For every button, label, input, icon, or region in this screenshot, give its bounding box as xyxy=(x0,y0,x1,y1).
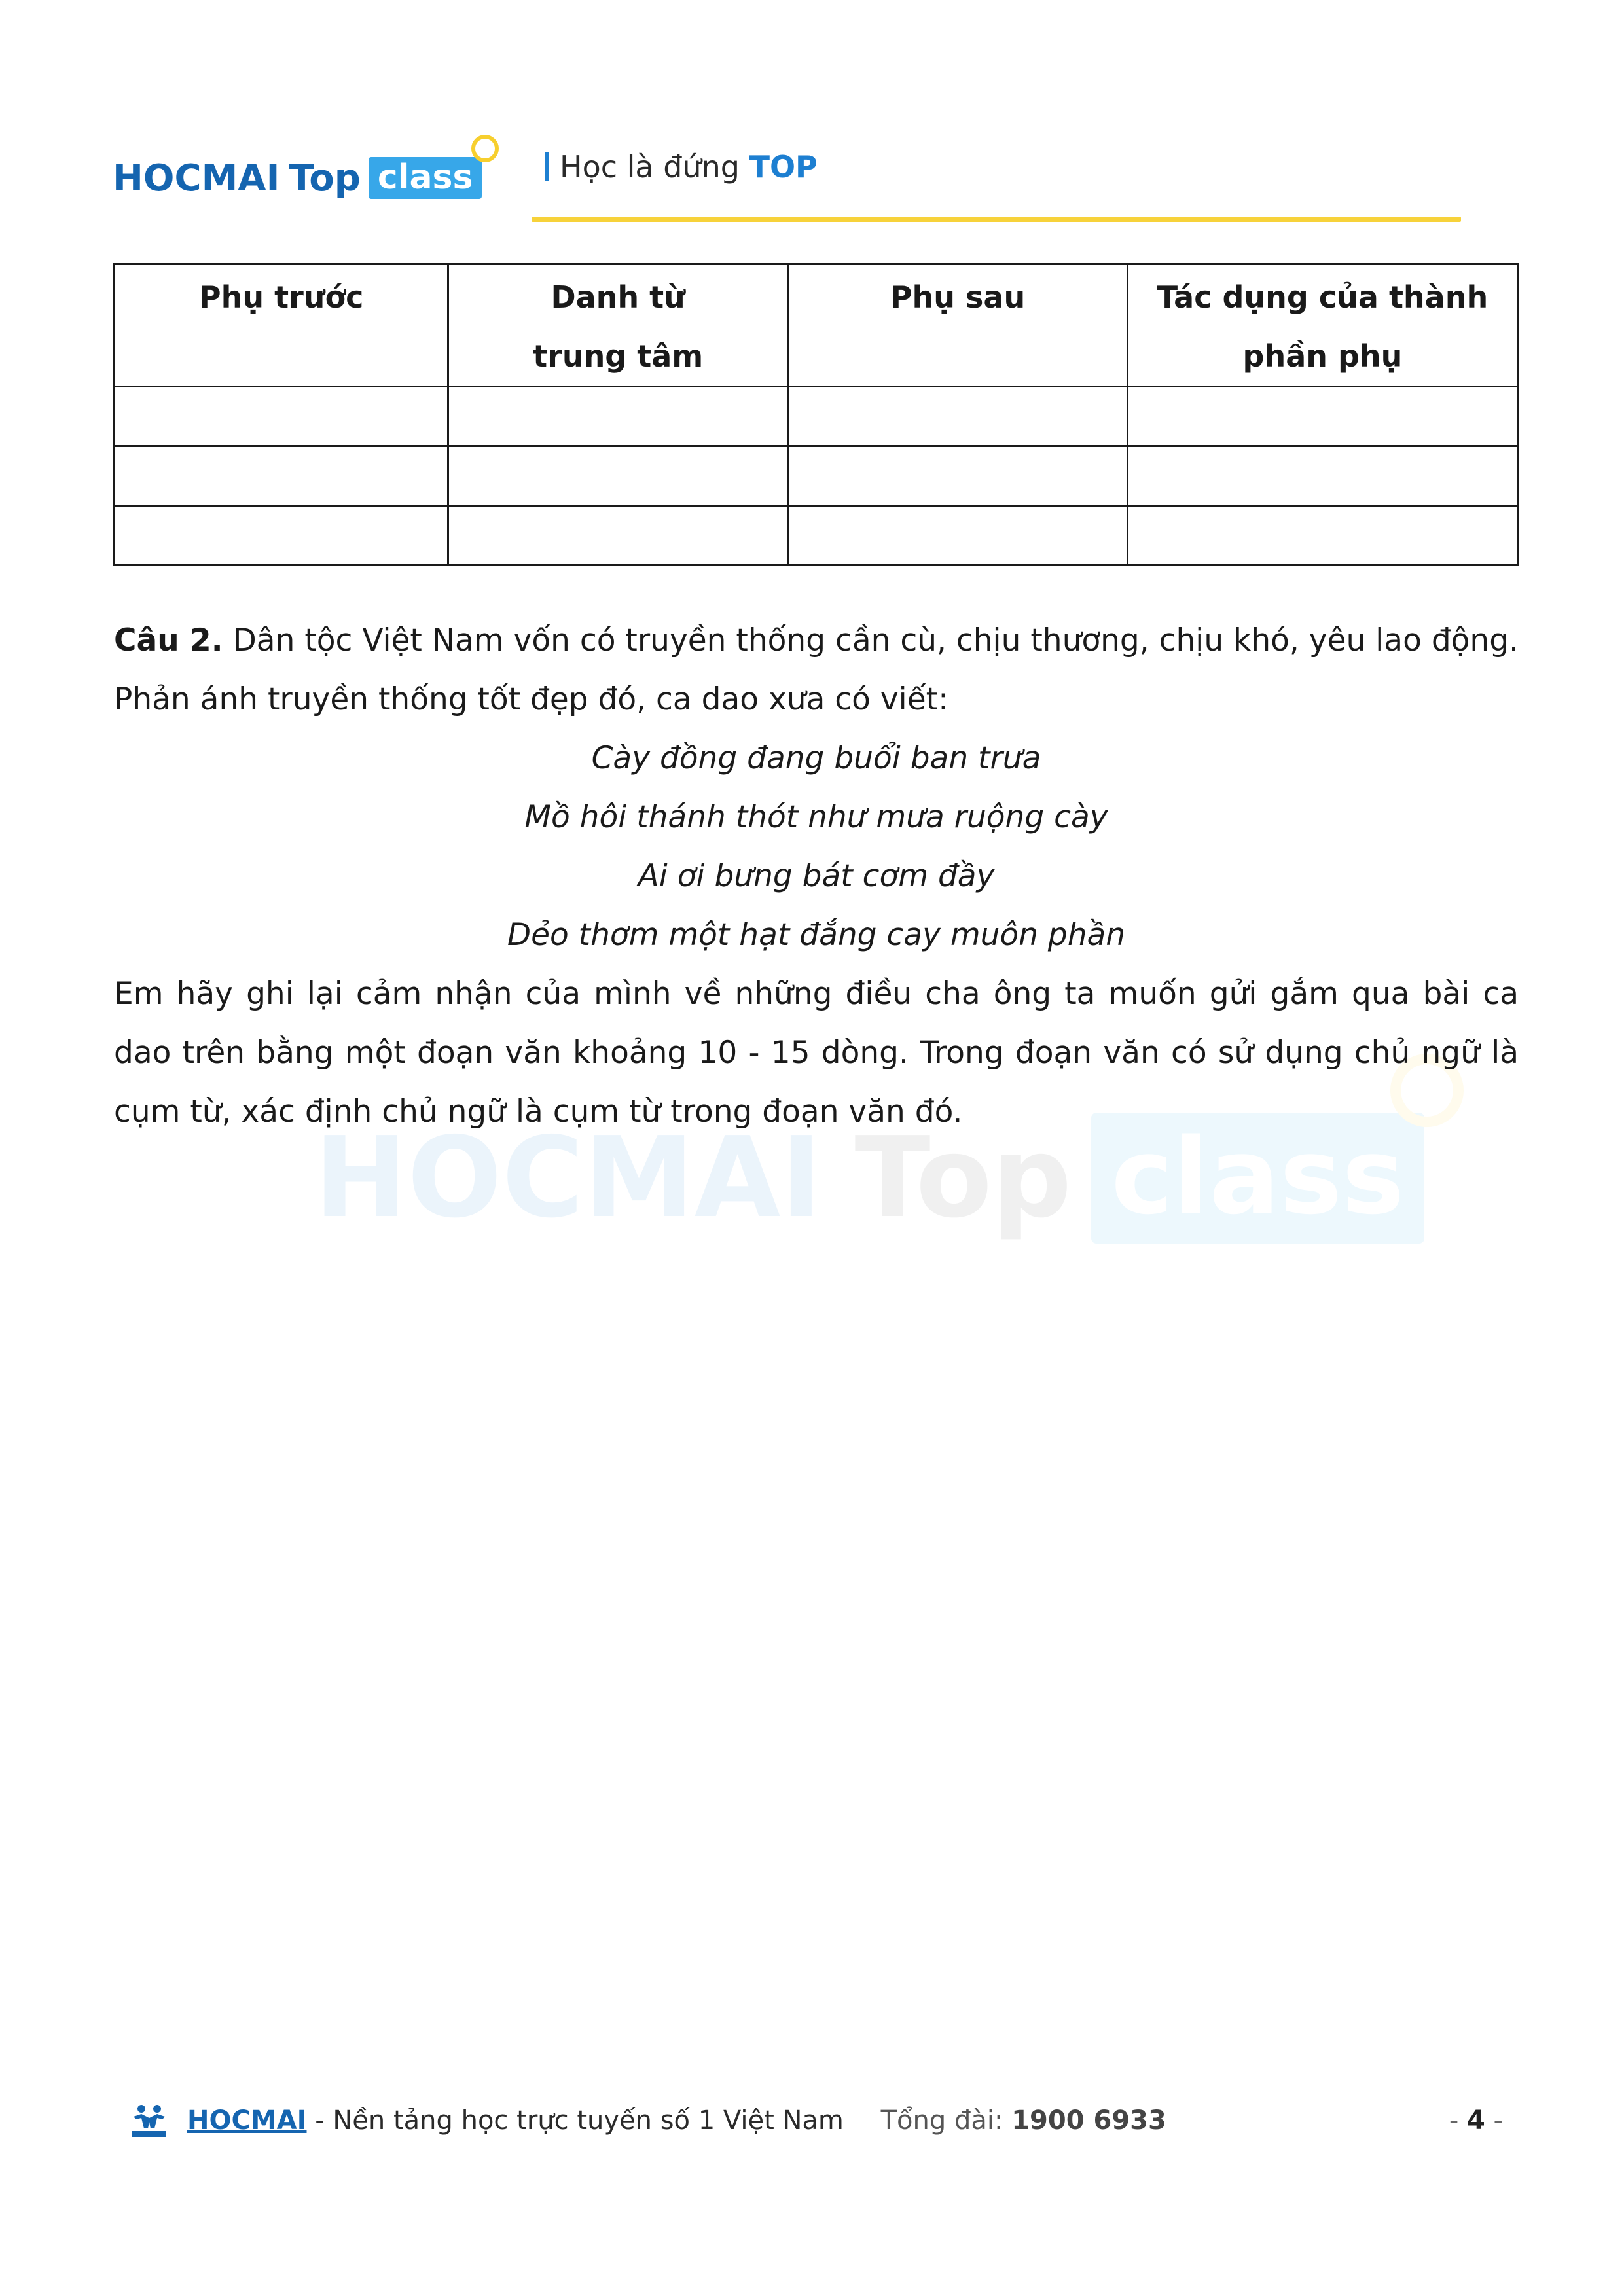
question-intro xyxy=(114,611,1519,729)
question-task: Em hãy ghi lại cảm nhận của mình về những điều cha ông ta muốn gửi gắm qua bài ca dao trên bằng một đoạn văn khoảng 10 - 15 dòng. Trong đoạn văn có sử dụng chủ ngữ là cụm từ, xác định chủ ngữ là cụm từ trong đoạn văn đó. xyxy=(114,976,1519,1130)
table-cell xyxy=(788,506,1128,565)
header-line: Phụ trước xyxy=(198,279,364,315)
header-line: Tác dụng của thành xyxy=(1157,279,1489,315)
header-tagline xyxy=(545,149,818,185)
tagline-emphasis: TOP xyxy=(749,149,818,185)
header-line: Phụ sau xyxy=(890,279,1026,315)
header-phu-sau xyxy=(788,264,1128,387)
sun-icon xyxy=(471,135,499,162)
footer-text xyxy=(187,2101,1166,2140)
page-number-suffix: - xyxy=(1485,2106,1503,2136)
table-cell xyxy=(448,387,788,446)
header-tac-dung xyxy=(1127,264,1517,387)
watermark-top-text: Top xyxy=(854,1113,1072,1243)
table-cell xyxy=(1127,446,1517,506)
phrase-analysis-table xyxy=(113,263,1519,566)
hocmai-mascot-icon xyxy=(128,2104,170,2139)
hotline-number: 1900 6933 xyxy=(1011,2106,1166,2136)
poem-line: Mồ hôi thánh thót như mưa ruộng cày xyxy=(524,799,1108,835)
header-line: trung tâm xyxy=(533,338,704,374)
header-danh-tu-trung-tam xyxy=(448,264,788,387)
tagline-divider xyxy=(545,152,549,181)
page-number-prefix: - xyxy=(1449,2106,1467,2136)
logo-hocmai-text: HOCMAI xyxy=(113,156,280,200)
table-cell xyxy=(1127,506,1517,565)
table-row xyxy=(115,387,1518,446)
table-cell xyxy=(115,446,448,506)
hotline-label: Tổng đài: xyxy=(880,2106,1012,2136)
table-cell xyxy=(1127,387,1517,446)
page-number xyxy=(1449,2101,1503,2140)
table-cell xyxy=(448,506,788,565)
table-cell xyxy=(788,387,1128,446)
poem-line: Dẻo thơm một hạt đắng cay muôn phần xyxy=(507,917,1126,953)
poem-line: Ai ơi bưng bát cơm đầy xyxy=(638,858,995,894)
table-cell xyxy=(115,387,448,446)
watermark-hocmai-text: HOCMAI xyxy=(314,1113,822,1243)
poem-line: Cày đồng đang buổi ban trưa xyxy=(591,740,1041,776)
table-cell xyxy=(788,446,1128,506)
header-line: Danh từ xyxy=(550,279,685,315)
table-row xyxy=(115,506,1518,565)
page-footer xyxy=(128,2101,1503,2140)
hocmai-topclass-logo xyxy=(113,145,482,211)
table-header-row xyxy=(115,264,1518,387)
question-intro-text: Dân tộc Việt Nam vốn có truyền thống cần cù, chịu thương, chịu khó, yêu lao động. Phản ánh truyền thống tốt đẹp đó, ca dao xưa có viết: xyxy=(114,622,1519,717)
table-cell xyxy=(448,446,788,506)
footer-hotline xyxy=(881,2106,1166,2136)
folk-poem xyxy=(114,729,1519,965)
logo-top-text: Top xyxy=(289,156,361,200)
logo-class-text: class xyxy=(377,158,473,197)
tagline-prefix: Học là đứng xyxy=(560,149,740,185)
page-number-value: 4 xyxy=(1467,2106,1485,2136)
footer-brand-link[interactable]: HOCMAI xyxy=(187,2106,307,2136)
header-line: phần phụ xyxy=(1242,338,1403,374)
footer-slogan: - Nền tảng học trực tuyến số 1 Việt Nam xyxy=(306,2106,844,2136)
header-phu-truoc xyxy=(115,264,448,387)
question-label: Câu 2. xyxy=(114,622,223,658)
table-cell xyxy=(115,506,448,565)
table-row xyxy=(115,446,1518,506)
header-underline xyxy=(532,217,1461,222)
logo-class-badge xyxy=(369,157,482,199)
watermark-class-text: class xyxy=(1111,1115,1405,1238)
